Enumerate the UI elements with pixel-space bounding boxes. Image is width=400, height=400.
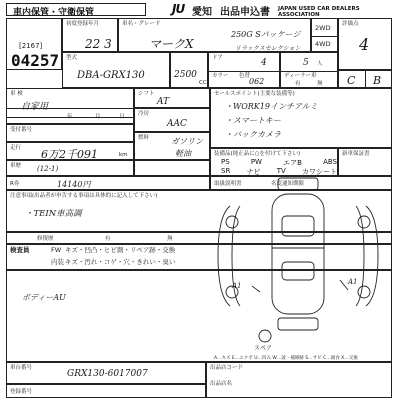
damage-legend: A…キズ E…エクボ U…凹み W…波・補修跡 S…サビ C…腐食 X…交換 [214,356,358,361]
score-exterior: B [373,74,382,87]
equip-airbag: エアB [283,159,302,167]
org-name: 愛知 [192,7,212,18]
ac-value: AAC [167,119,187,129]
repair-no: 無 [167,236,173,242]
grade-value: 250G Sパッケージ [231,30,301,39]
date-year: 年 [67,114,73,120]
inspection-label: 検査員 [10,246,30,254]
repair-yes: 有 [105,236,111,242]
selling-points-label: セールスポイント(主要な装備等) [214,91,295,97]
doc-title: 出品申込書 [220,7,270,18]
fuel-value-gasoline: ガソリン [171,137,203,146]
new-warranty-label: 新車保証書 [342,151,370,157]
equip-pw: PW [250,158,262,166]
fuel-label: 燃料 [138,135,150,141]
score-label: 評価点 [342,21,359,27]
inspection-row-2-label: 内装 [51,258,64,266]
dealer-name-label: 出品店名 [210,381,233,387]
owner-label: 車 検 [10,91,23,97]
notice-label: 注意事項(出品者が申告する事項は具体的に記入して下さい) [10,193,158,199]
cc-unit: CC [199,80,207,86]
chassis-value: GRX130-6017007 [67,369,148,379]
diagram-a1-left: A1 [232,282,242,290]
first-reg-label: 初度登録年月 [66,21,100,27]
registration-box [6,384,206,398]
repair-label: 修復歴 [37,236,54,242]
r-field-value: 14140円 [57,180,91,189]
inspection-row-1-label: FW [51,246,62,254]
owner-value: 自家用 [21,102,49,112]
brand-logo: JU [172,2,185,16]
r-field-label: R券 [10,181,20,187]
body-note: ボディーAU [22,293,66,302]
seat-unit: 人 [317,61,323,67]
mileage-unit: km [119,152,128,158]
mileage-value: 6万2千091 [41,148,98,161]
history-label: 車歴 [10,163,22,169]
equip-abs: ABS [323,158,337,166]
lot-number: 04257 [11,51,60,70]
plan-label: 受付番号 [10,127,33,133]
equipment-label: 装備品(純正品に○を付けて下さい) [214,151,301,157]
storage-sticker-label: 車内保管・守衛保管 [13,8,95,18]
lot-code: [2167] [19,42,43,50]
equip-tv: TV [276,167,286,175]
diagram-a1-right: A1 [348,278,358,286]
car-name-value: マークX [149,37,194,51]
dealer-label: ディーラー車 [284,73,317,79]
dealer-no: 無 [317,81,323,87]
equip-ps: PS [221,158,230,166]
registration-label: 登録番号 [10,389,33,395]
dealer-yes: 有 [295,81,301,87]
mileage-label: 走行 [10,145,22,151]
color-label: カラー [212,73,229,79]
inspection-row-1: キズ・凹凸・ヒビ割・リペア跡・交換 [65,246,176,254]
date-day: 日 [119,114,125,120]
dealer-code-label: 出品店コード [210,365,244,371]
model-value: DBA-GRX130 [77,70,145,81]
spare-label: スペア [254,345,273,352]
car-name-label: 車名・グレード [122,21,161,27]
grade-value-2: リラックスセレクション [235,45,301,52]
history-value: (12-1) [37,165,59,173]
score-interior: C [347,74,356,87]
chassis-box [6,362,206,384]
color-code-value: 062 [249,77,265,86]
drive-2wd: 2WD [315,24,331,32]
equip-seat: カワシート [302,168,337,176]
door-label: ドア [212,55,223,61]
notice-item: ・TEIN車高調 [25,209,82,219]
door-value: 4 [261,58,267,68]
equip-sr: SR [221,167,231,175]
equip-navi: ナビ [246,168,261,176]
manual-label: 取扱説明書 [214,181,242,187]
fuel-value-diesel: 軽油 [175,149,191,158]
dealer-stamp-box [206,362,392,398]
inspection-row-2: キズ・汚れ・コゲ・穴・きれい・臭い [65,258,176,266]
selling-point-item: ・スマートキー [225,116,281,125]
drive-4wd: 4WD [315,40,331,48]
shift-value: AT [157,97,170,107]
name-change-label: 名変通知期限 [271,181,305,187]
org-english: JAPAN USED CAR DEALERS ASSOCIATION [278,6,360,18]
selling-point-item: ・WORK19インチアルミ [225,102,318,111]
color-code-label: 色替 [239,73,251,79]
chassis-label: 車台番号 [10,365,33,371]
ac-label: 冷房 [138,111,150,117]
selling-point-item: ・バックカメラ [225,130,281,139]
date-month: 月 [95,114,101,120]
seat-value: 5 [303,58,309,68]
model-label: 型式 [66,55,78,61]
score-value: 4 [359,35,370,54]
first-reg-value: 22 3 [85,37,112,51]
shift-label: シフト [138,91,155,97]
cc-value: 2500 [174,70,197,80]
